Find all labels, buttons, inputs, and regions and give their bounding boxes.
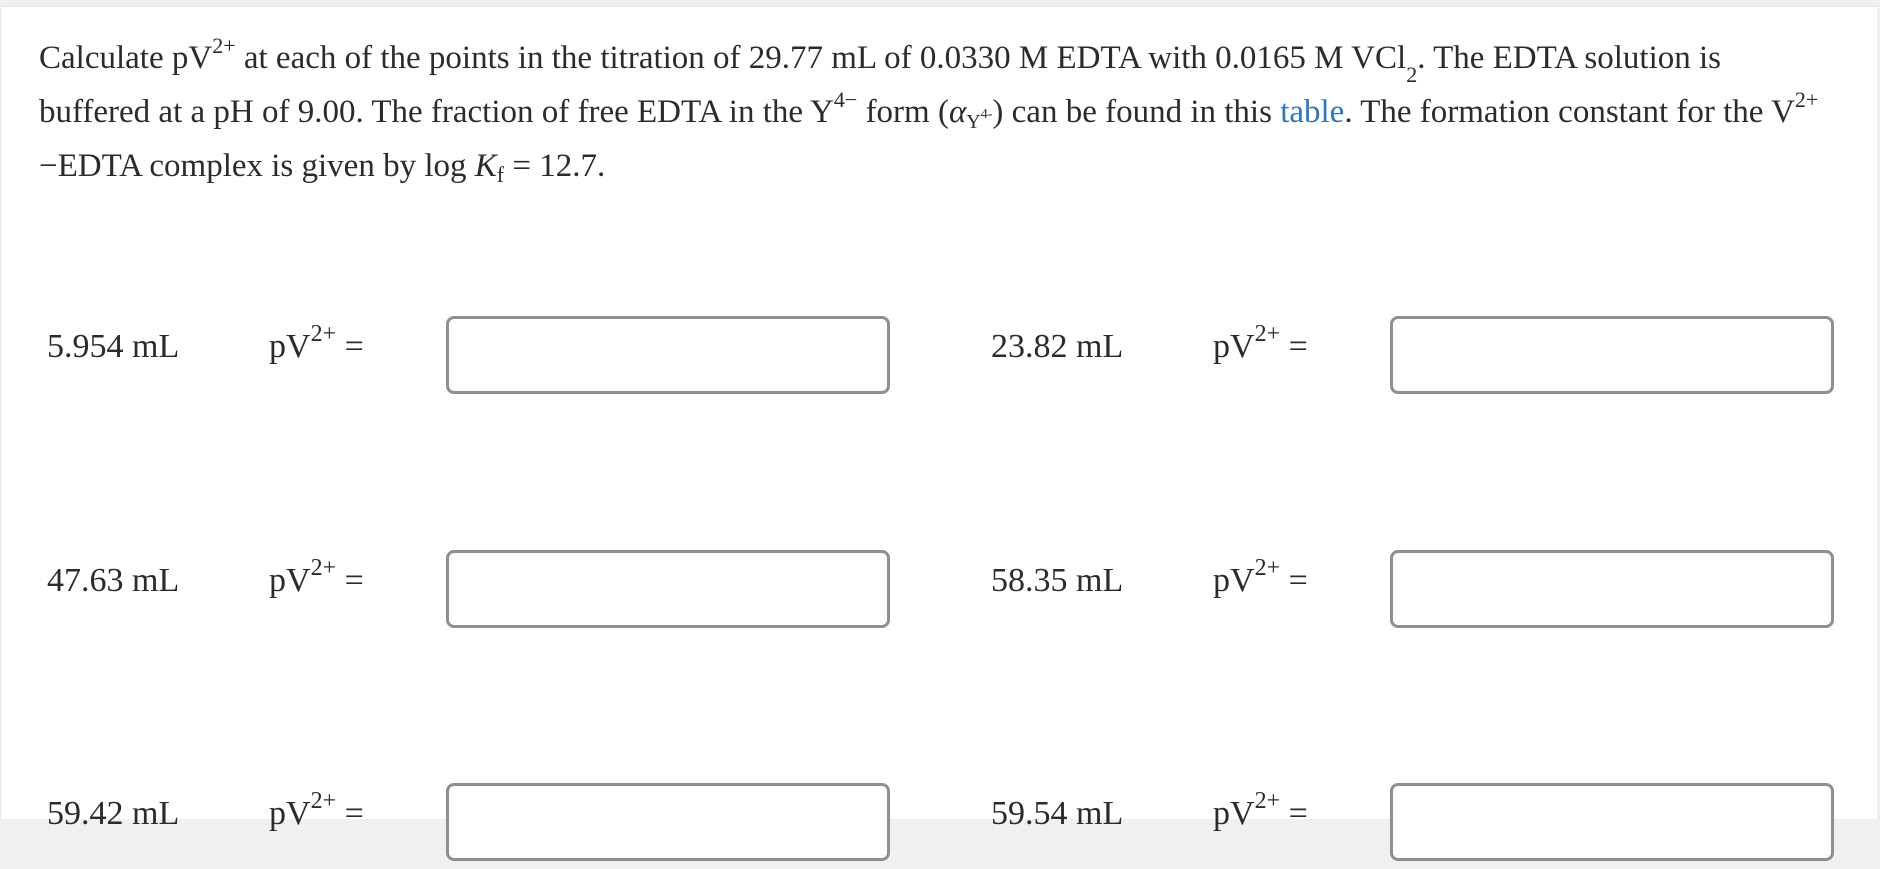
- pv-charge: 2+: [310, 787, 337, 814]
- pv-label: [269, 320, 364, 366]
- pv-base: pV: [269, 328, 311, 365]
- alpha-subscript: [966, 107, 993, 133]
- question-text-part: at each of the points in the titration of 29.77 mL of 0.0330 M EDTA with 0.0165 M VCl: [235, 40, 1407, 76]
- charge-superscript: 4−: [833, 87, 858, 112]
- table-link[interactable]: table: [1280, 94, 1345, 130]
- charge-superscript: 2+: [1794, 87, 1819, 112]
- question-text-part: = 12.7.: [504, 148, 606, 184]
- pv-base: pV: [269, 562, 311, 599]
- equals-sign: =: [1280, 562, 1308, 599]
- pv-answer-input[interactable]: [446, 316, 890, 394]
- volume-label: 58.35 mL: [991, 562, 1124, 599]
- pv-answer-input[interactable]: [1390, 316, 1834, 394]
- volume-label: 47.63 mL: [47, 562, 180, 599]
- question-text-part: −EDTA complex is given by log: [39, 148, 475, 184]
- equals-sign: =: [336, 328, 364, 365]
- pv-label: [1213, 320, 1308, 366]
- pv-base: pV: [269, 795, 311, 832]
- subscript: 2: [1406, 61, 1418, 87]
- question-text-part: form (: [857, 94, 949, 130]
- pv-charge: 2+: [310, 320, 337, 347]
- question-text-part: ) can be found in this: [992, 94, 1281, 130]
- equals-sign: =: [1280, 795, 1308, 832]
- pv-base: pV: [1213, 328, 1255, 365]
- volume-label: 59.42 mL: [47, 795, 180, 832]
- question-text-part: . The formation constant for the V: [1344, 94, 1795, 130]
- pv-answer-input[interactable]: [446, 550, 890, 628]
- volume-label: 23.82 mL: [991, 328, 1124, 365]
- pv-answer-input[interactable]: [1390, 783, 1834, 861]
- pv-label: [269, 554, 364, 600]
- pv-answer-input[interactable]: [1390, 550, 1834, 628]
- volume-label: 5.954 mL: [47, 328, 180, 365]
- pv-label: [1213, 554, 1308, 600]
- pv-charge: 2+: [1254, 787, 1281, 814]
- charge-superscript: 2+: [212, 33, 236, 58]
- pv-label: [269, 787, 364, 833]
- alpha-subscript-charge: 4-: [980, 107, 993, 123]
- volume-label: 59.54 mL: [991, 795, 1124, 832]
- pv-base: pV: [1213, 795, 1255, 832]
- question-text-part: Calculate pV: [39, 40, 213, 76]
- pv-answer-input[interactable]: [446, 783, 890, 861]
- equals-sign: =: [336, 795, 364, 832]
- question-text: [39, 31, 1839, 193]
- equals-sign: =: [1280, 328, 1308, 365]
- question-text-part: . The EDTA solution is buffered at a pH of 9.00. The fraction of free EDTA in the Y: [39, 40, 1722, 130]
- question-card: [0, 6, 1877, 832]
- pv-charge: 2+: [1254, 554, 1281, 581]
- kf-subscript: f: [496, 162, 505, 187]
- pv-charge: 2+: [1254, 320, 1281, 347]
- pv-base: pV: [1213, 562, 1255, 599]
- equals-sign: =: [336, 562, 364, 599]
- pv-label: [1213, 787, 1308, 833]
- alpha-subscript-base: Y: [966, 111, 981, 133]
- alpha-symbol: α: [948, 94, 967, 130]
- kf-symbol: K: [474, 148, 497, 184]
- pv-charge: 2+: [310, 554, 337, 581]
